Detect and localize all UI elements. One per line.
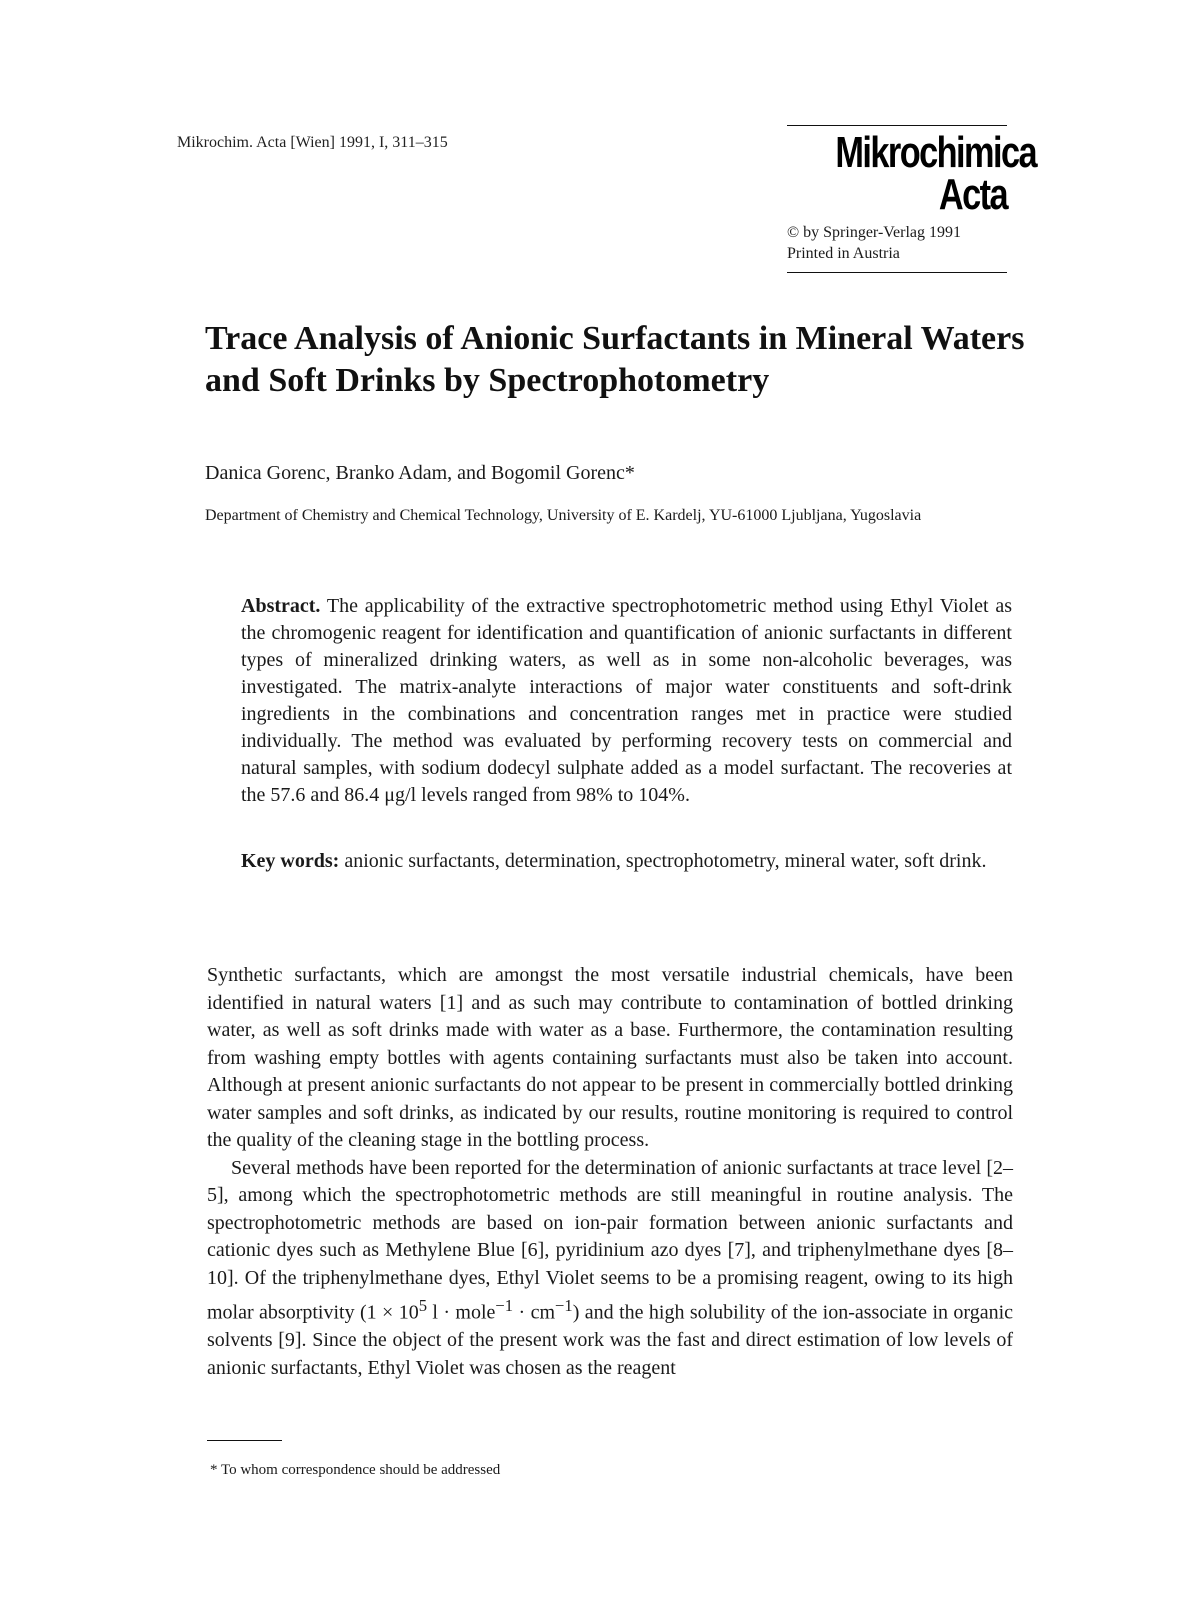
keywords-label: Key words:	[241, 850, 340, 872]
body-text	[207, 962, 1013, 1382]
footnote-rule	[207, 1440, 282, 1441]
exponent-minus-1-b: −1	[555, 1296, 573, 1315]
unit-liter-mole: l · mole	[427, 1301, 496, 1324]
masthead-top-rule	[787, 125, 1007, 126]
author-affiliation: Department of Chemistry and Chemical Technology, University of E. Kardelj, YU-61000 Ljubljana, Yugoslavia	[205, 507, 922, 524]
copyright-notice: © by Springer-Verlag 1991	[787, 224, 962, 241]
paragraph-2-text-a: Several methods have been reported for the determination of anionic surfactants at trace level [2–5], among which the spectrophotometric methods are still meaningful in routine analysis. The spectrophotometric methods are based on ion-pair formation between anionic surfactants and cationic dyes such as Methylene Blue [6], pyridinium azo dyes [7], and triphenylmethane dyes [8–10]. Of the triphenylmethane dyes, Ethyl Violet seems to be a promising reagent, owing to its high molar absorptivity (1 × 10	[207, 1156, 1013, 1324]
printed-location: Printed in Austria	[787, 245, 900, 262]
footnote: * To whom correspondence should be addressed	[210, 1462, 501, 1478]
unit-cm: · cm	[513, 1301, 556, 1324]
exponent-5: 5	[418, 1296, 428, 1315]
masthead-bottom-rule	[787, 272, 1007, 273]
body-paragraph-2	[207, 1155, 1013, 1383]
journal-name-line2: Acta	[938, 170, 1007, 219]
exponent-minus-1-a: −1	[495, 1296, 514, 1315]
paragraph-2-text-b: ) and the high solubility of the ion-associate in organic solvents [9]. Since the object of the present work was the fast and direct estimation of low levels of anionic surfactants, Ethyl Violet was chosen as the reagent	[207, 1301, 1014, 1379]
keywords-text: anionic surfactants, determination, spectrophotometry, mineral water, soft drink.	[339, 850, 987, 872]
journal-masthead	[787, 125, 1037, 273]
article-title: Trace Analysis of Anionic Surfactants in Mineral Waters and Soft Drinks by Spectrophotometry	[205, 320, 1025, 399]
keywords	[241, 848, 1012, 875]
journal-citation: Mikrochim. Acta [Wien] 1991, I, 311–315	[177, 134, 448, 151]
journal-name-line1: Mikrochimica	[835, 128, 1037, 177]
abstract-text: The applicability of the extractive spectrophotometric method using Ethyl Violet as the chromogenic reagent for identification and quantification of anionic surfactants in different types of mineralized drinking waters, as well as in some non-alcoholic beverages, was investigated. The matrix-analyte interactions of major water constituents and soft-drink ingredients in the combinations and concentration ranges met in practice were studied individually. The method was evaluated by performing recovery tests on commercial and natural samples, with sodium dodecyl sulphate added as a model surfactant. The recoveries at the 57.6 and 86.4 μg/l levels ranged from 98% to 104%.	[241, 595, 1012, 806]
abstract	[241, 593, 1012, 809]
author-list: Danica Gorenc, Branko Adam, and Bogomil Gorenc*	[205, 462, 635, 484]
body-paragraph-1: Synthetic surfactants, which are amongst the most versatile industrial chemicals, have been identified in natural waters [1] and as such may contribute to contamination of bottled drinking water, as well as soft drinks made with water as a base. Furthermore, the contamination resulting from washing empty bottles with agents containing surfactants must also be taken into account. Although at present anionic surfactants do not appear to be present in commercially bottled drinking water samples and soft drinks, as indicated by our results, routine monitoring is required to control the quality of the cleaning stage in the bottling process.	[207, 964, 1013, 1151]
abstract-label: Abstract.	[241, 595, 321, 617]
